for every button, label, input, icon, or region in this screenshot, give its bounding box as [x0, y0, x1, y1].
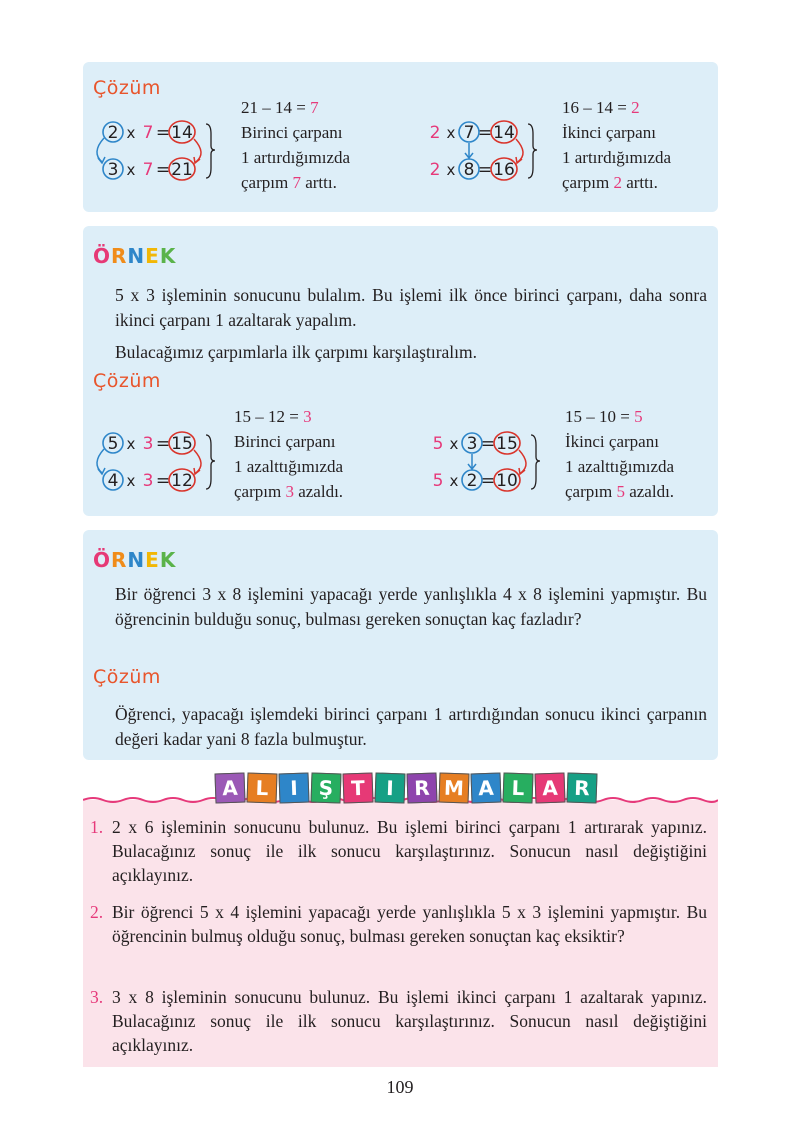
- banner-letter-tile: R: [406, 772, 437, 803]
- svg-text:=: =: [480, 471, 496, 491]
- exercise-number: 1.: [90, 817, 104, 837]
- svg-text:x: x: [449, 435, 459, 453]
- svg-text:=: =: [155, 471, 171, 491]
- exercise-item-1: [90, 815, 707, 885]
- banner-letter-tile: I: [278, 772, 309, 803]
- banner-letter-tile: L: [246, 772, 277, 803]
- svg-text:x: x: [126, 161, 136, 179]
- eq-result: 21: [171, 160, 193, 180]
- eq-factor: 2: [429, 160, 441, 180]
- eq-factor: 2: [466, 471, 478, 491]
- example-2-paragraph-2: Bulacağımız çarpımlarla ilk çarpımı karşılaştıralım.: [115, 342, 478, 362]
- eq-result: 14: [493, 123, 515, 143]
- eq-factor: 4: [107, 471, 119, 491]
- eq-result: 15: [171, 434, 193, 454]
- svg-text:x: x: [446, 161, 456, 179]
- cozum-heading-3: Çözüm: [93, 666, 161, 688]
- banner-letter-tile: T: [342, 772, 373, 803]
- equation-diagram-2-right: [428, 423, 553, 499]
- banner-letter-tile: I: [374, 772, 405, 803]
- exercise-text: Bir öğrenci 5 x 4 işlemini yapacağı yerde yanlışlıkla 5 x 3 işlemini yapmıştır. Bu öğrencinin bulmuş olduğu sonuç, bulması gereken sonuçtan kaç eksiktir?: [112, 902, 707, 946]
- exercise-item-2: [90, 900, 707, 946]
- svg-text:=: =: [155, 434, 171, 454]
- svg-text:=: =: [155, 160, 171, 180]
- eq-factor: 5: [107, 434, 119, 454]
- eq-factor: 7: [142, 123, 154, 143]
- banner-letter-tile: A: [214, 772, 245, 803]
- eq-factor: 5: [432, 471, 444, 491]
- explanation-2-left: 15 – 12 = 3 Birinci çarpanı 1 azalttığımızda çarpım 3 azaldı.: [234, 407, 344, 501]
- svg-text:x: x: [446, 124, 456, 142]
- eq-result: 15: [496, 434, 518, 454]
- eq-factor: 3: [466, 434, 478, 454]
- equation-diagram-1-left: [93, 112, 218, 188]
- eq-factor: 2: [107, 123, 119, 143]
- svg-text:x: x: [126, 435, 136, 453]
- eq-result: 16: [493, 160, 515, 180]
- banner-letter-tile: R: [566, 772, 597, 803]
- explanation-1-right: 16 – 14 = 2 İkinci çarpanı 1 artırdığımızda çarpım 2 arttı.: [562, 98, 672, 192]
- ornek-heading-3: ÖRNEK: [93, 548, 177, 572]
- exercise-number: 3.: [90, 987, 104, 1007]
- eq-result: 10: [496, 471, 518, 491]
- exercise-text: 2 x 6 işleminin sonucunu bulunuz. Bu işlemi birinci çarpanı 1 artırarak yapınız. Bulacağınız sonuç ile ilk sonucu karşılaştırınız. Sonucun nasıl değiştiğini açıklayınız.: [112, 817, 707, 885]
- banner-letter-tile: A: [534, 772, 565, 803]
- solution-3-paragraph: Öğrenci, yapacağı işlemdeki birinci çarpanı 1 artırdığından sonucu ikinci çarpanın değeri kadar yani 8 fazla bulmuştur.: [115, 704, 707, 749]
- svg-text:=: =: [155, 123, 171, 143]
- cozum-heading-1: Çözüm: [93, 77, 161, 99]
- banner-letter-tile: L: [502, 772, 533, 803]
- page-number: 109: [386, 1077, 414, 1097]
- svg-text:=: =: [480, 434, 496, 454]
- eq-factor: 7: [142, 160, 154, 180]
- equation-diagram-2-left: [93, 423, 218, 499]
- svg-text:x: x: [126, 124, 136, 142]
- explanation-2-right: 15 – 10 = 5 İkinci çarpanı 1 azalttığımızda çarpım 5 azaldı.: [565, 407, 675, 501]
- example-2-paragraph-1: 5 x 3 işleminin sonucunu bulalım. Bu işlemi ilk önce birinci çarpanı, daha sonra ikinci çarpanı 1 azaltarak yapalım.: [115, 285, 707, 330]
- eq-factor: 8: [463, 160, 475, 180]
- exercise-number: 2.: [90, 902, 104, 922]
- banner-letter-tile: A: [470, 772, 501, 803]
- eq-result: 12: [171, 471, 193, 491]
- exercise-item-3: [90, 985, 707, 1055]
- eq-factor: 5: [432, 434, 444, 454]
- explanation-1-left: 21 – 14 = 7 Birinci çarpanı 1 artırdığımızda çarpım 7 arttı.: [241, 98, 351, 192]
- svg-text:x: x: [449, 472, 459, 490]
- svg-text:x: x: [126, 472, 136, 490]
- eq-factor: 2: [429, 123, 441, 143]
- eq-factor: 7: [463, 123, 475, 143]
- exercise-text: 3 x 8 işleminin sonucunu bulunuz. Bu işlemi ikinci çarpanı 1 azaltarak yapınız. Bulacağınız sonuç ile ilk sonucu karşılaştırınız. Sonucun nasıl değiştiğini açıklayınız.: [112, 987, 707, 1055]
- banner-letter-tile: M: [438, 772, 469, 803]
- eq-factor: 3: [142, 471, 154, 491]
- exercises-banner: [215, 773, 597, 803]
- ornek-heading-2: ÖRNEK: [93, 244, 177, 268]
- equation-diagram-1-right: [425, 112, 550, 188]
- banner-letter-tile: Ş: [310, 772, 341, 803]
- cozum-heading-2: Çözüm: [93, 370, 161, 392]
- example-3-paragraph: Bir öğrenci 3 x 8 işlemini yapacağı yerde yanlışlıkla 4 x 8 işlemini yapmıştır. Bu öğrencinin bulduğu sonuç, bulması gereken sonuçtan kaç fazladır?: [115, 584, 707, 629]
- svg-text:=: =: [477, 160, 493, 180]
- svg-text:=: =: [477, 123, 493, 143]
- eq-factor: 3: [142, 434, 154, 454]
- eq-factor: 3: [107, 160, 119, 180]
- eq-result: 14: [171, 123, 193, 143]
